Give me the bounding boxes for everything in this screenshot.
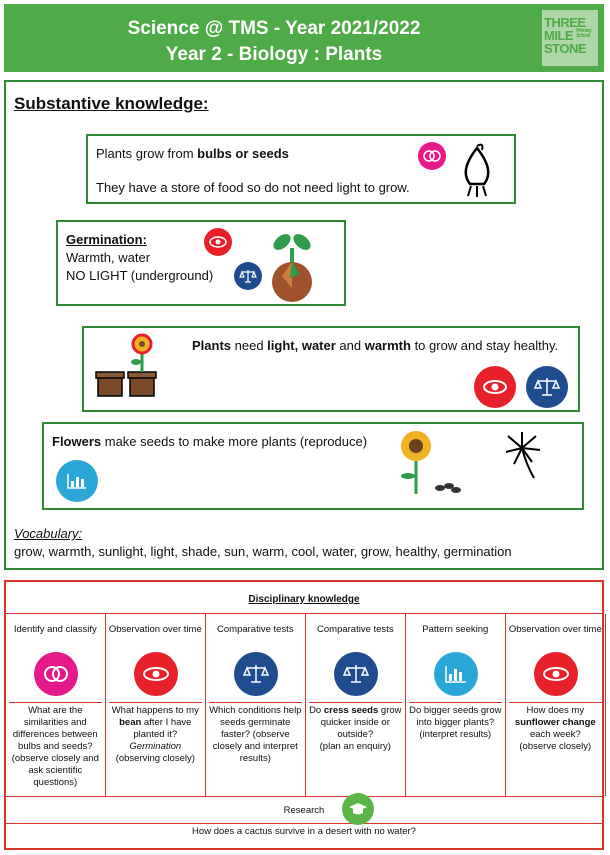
- venn-icon: [34, 652, 78, 696]
- research-label: Research: [283, 805, 325, 816]
- sunflower-icon: [394, 426, 464, 498]
- scales-icon: [234, 262, 262, 290]
- eye-icon: [534, 652, 578, 696]
- scales-icon: [334, 652, 378, 696]
- skill-column: Comparative tests Which conditions help seeds germinate faster? (observe closely and interpret results): [206, 614, 306, 796]
- germination-box: Germination: Warmth, water NO LIGHT (underground): [56, 220, 346, 306]
- substantive-knowledge-section: [4, 80, 604, 570]
- skill-column: Pattern seeking Do bigger seeds grow into bigger plants? (interpret results): [406, 614, 506, 796]
- skill-column: Observation over time How does my sunflower change each week? (observe closely): [506, 614, 606, 796]
- skill-column: Comparative tests Do cress seeds grow quicker inside or outside? (plan an enquiry): [306, 614, 406, 796]
- bar-chart-icon: [56, 460, 98, 502]
- dandelion-seeds-icon: [500, 428, 546, 482]
- disciplinary-knowledge-section: [4, 580, 604, 850]
- skill-column: Observation over time What happens to my bean after I have planted it? Germination (observing closely): [106, 614, 206, 796]
- eye-icon: [134, 652, 178, 696]
- graduation-cap-icon: [342, 793, 374, 825]
- school-logo: THREE MILE Primary School STONE: [542, 10, 598, 66]
- bulbs-seeds-box: Plants grow from bulbs or seeds They have a store of food so do not need light to grow.: [86, 134, 516, 204]
- plant-needs-box: Plants need light, water and warmth to grow and stay healthy.: [82, 326, 580, 412]
- skill-column: Identify and classify What are the similarities and differences between bulbs and seeds? (observe closely and ask scientific questions): [6, 614, 106, 796]
- vocabulary-list: grow, warmth, sunlight, light, shade, sun, warm, cool, water, grow, healthy, germination: [14, 544, 512, 559]
- research-row: [6, 796, 602, 824]
- venn-icon: [418, 142, 446, 170]
- scales-icon: [234, 652, 278, 696]
- page-header: [4, 4, 604, 72]
- eye-icon: [204, 228, 232, 256]
- seedling-icon: [268, 226, 316, 304]
- scales-icon: [526, 366, 568, 408]
- vocabulary-label: Vocabulary:: [14, 526, 83, 541]
- bulb-icon: [460, 140, 494, 200]
- section-title: Disciplinary knowledge: [248, 594, 360, 605]
- flower-pots-icon: [90, 332, 162, 402]
- research-question: How does a cactus survive in a desert with no water?: [192, 826, 416, 837]
- page-title: Science @ TMS - Year 2021/2022: [127, 18, 421, 39]
- bar-chart-icon: [434, 652, 478, 696]
- flowers-box: Flowers make seeds to make more plants (reproduce): [42, 422, 584, 510]
- page-subtitle: Year 2 - Biology : Plants: [165, 44, 383, 65]
- section-title: Substantive knowledge:: [14, 94, 209, 113]
- eye-icon: [474, 366, 516, 408]
